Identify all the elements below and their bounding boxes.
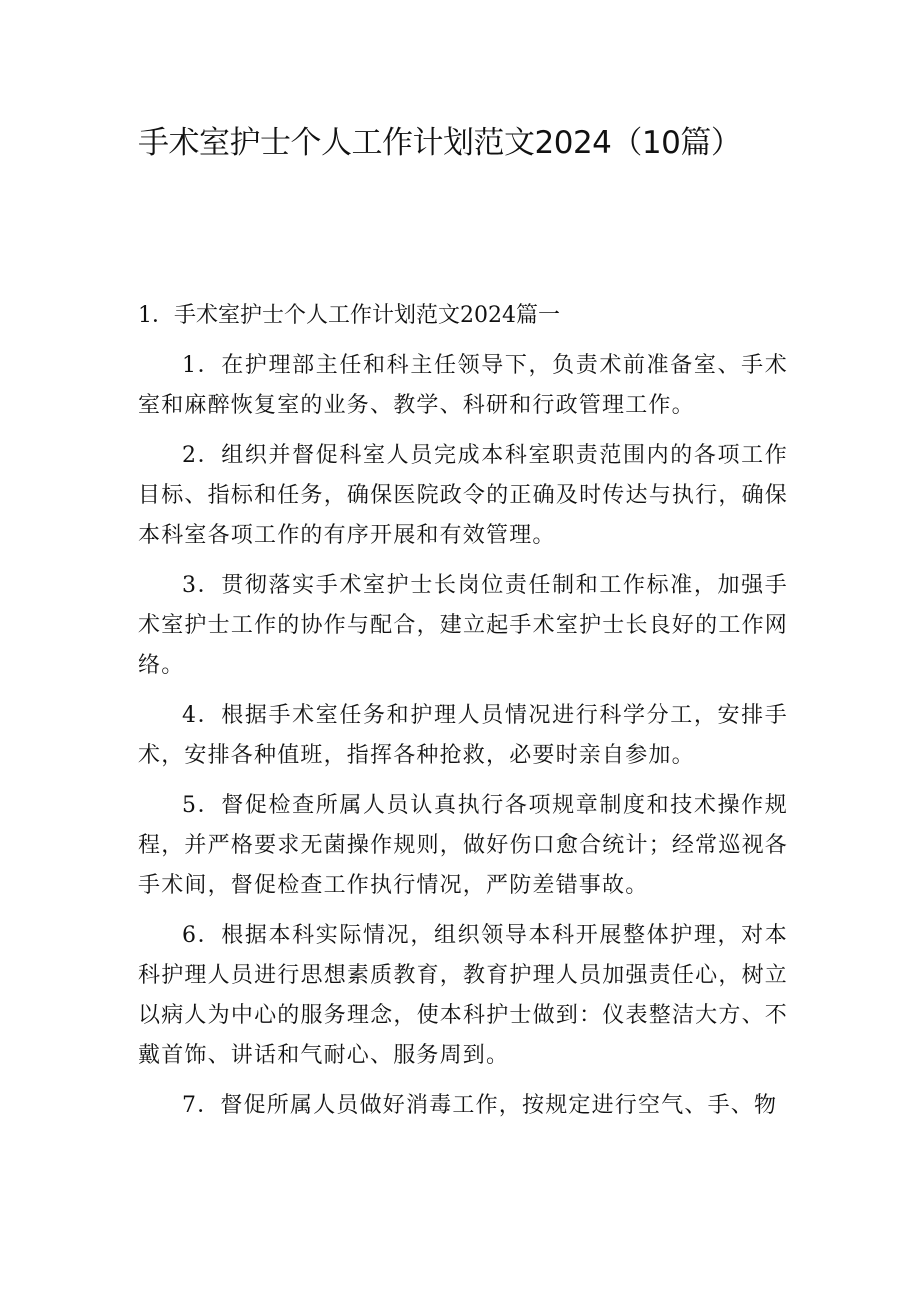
paragraph-5: 5．督促检查所属人员认真执行各项规章制度和技术操作规程，并严格要求无菌操作规则，做好伤口愈合统计；经常巡视各手术间，督促检查工作执行情况，严防差错事故。 xyxy=(138,793,788,898)
document-body xyxy=(138,296,788,1136)
paragraph-4: 4．根据手术室任务和护理人员情况进行科学分工，安排手术，安排各种值班，指挥各种抢救，必要时亲自参加。 xyxy=(138,703,788,768)
paragraph-2: 2．组织并督促科室人员完成本科室职责范围内的各项工作目标、指标和任务，确保医院政令的正确及时传达与执行，确保本科室各项工作的有序开展和有效管理。 xyxy=(138,443,788,548)
paragraph-3: 3．贯彻落实手术室护士长岗位责任制和工作标准，加强手术室护士工作的协作与配合，建立起手术室护士长良好的工作网络。 xyxy=(138,573,788,678)
section-heading: 1．手术室护士个人工作计划范文2024篇一 xyxy=(138,303,560,328)
paragraph-7: 7．督促所属人员做好消毒工作，按规定进行空气、手、物 xyxy=(182,1093,778,1118)
document-title: 手术室护士个人工作计划范文2024（10篇） xyxy=(138,125,742,161)
paragraph-6: 6．根据本科实际情况，组织领导本科开展整体护理，对本科护理人员进行思想素质教育，教育护理人员加强责任心，树立以病人为中心的服务理念，使本科护士做到：仪表整洁大方、不戴首饰、讲话和气耐心、服务周到。 xyxy=(138,923,788,1068)
paragraph-1: 1．在护理部主任和科主任领导下，负责术前准备室、手术室和麻醉恢复室的业务、教学、科研和行政管理工作。 xyxy=(138,353,788,418)
